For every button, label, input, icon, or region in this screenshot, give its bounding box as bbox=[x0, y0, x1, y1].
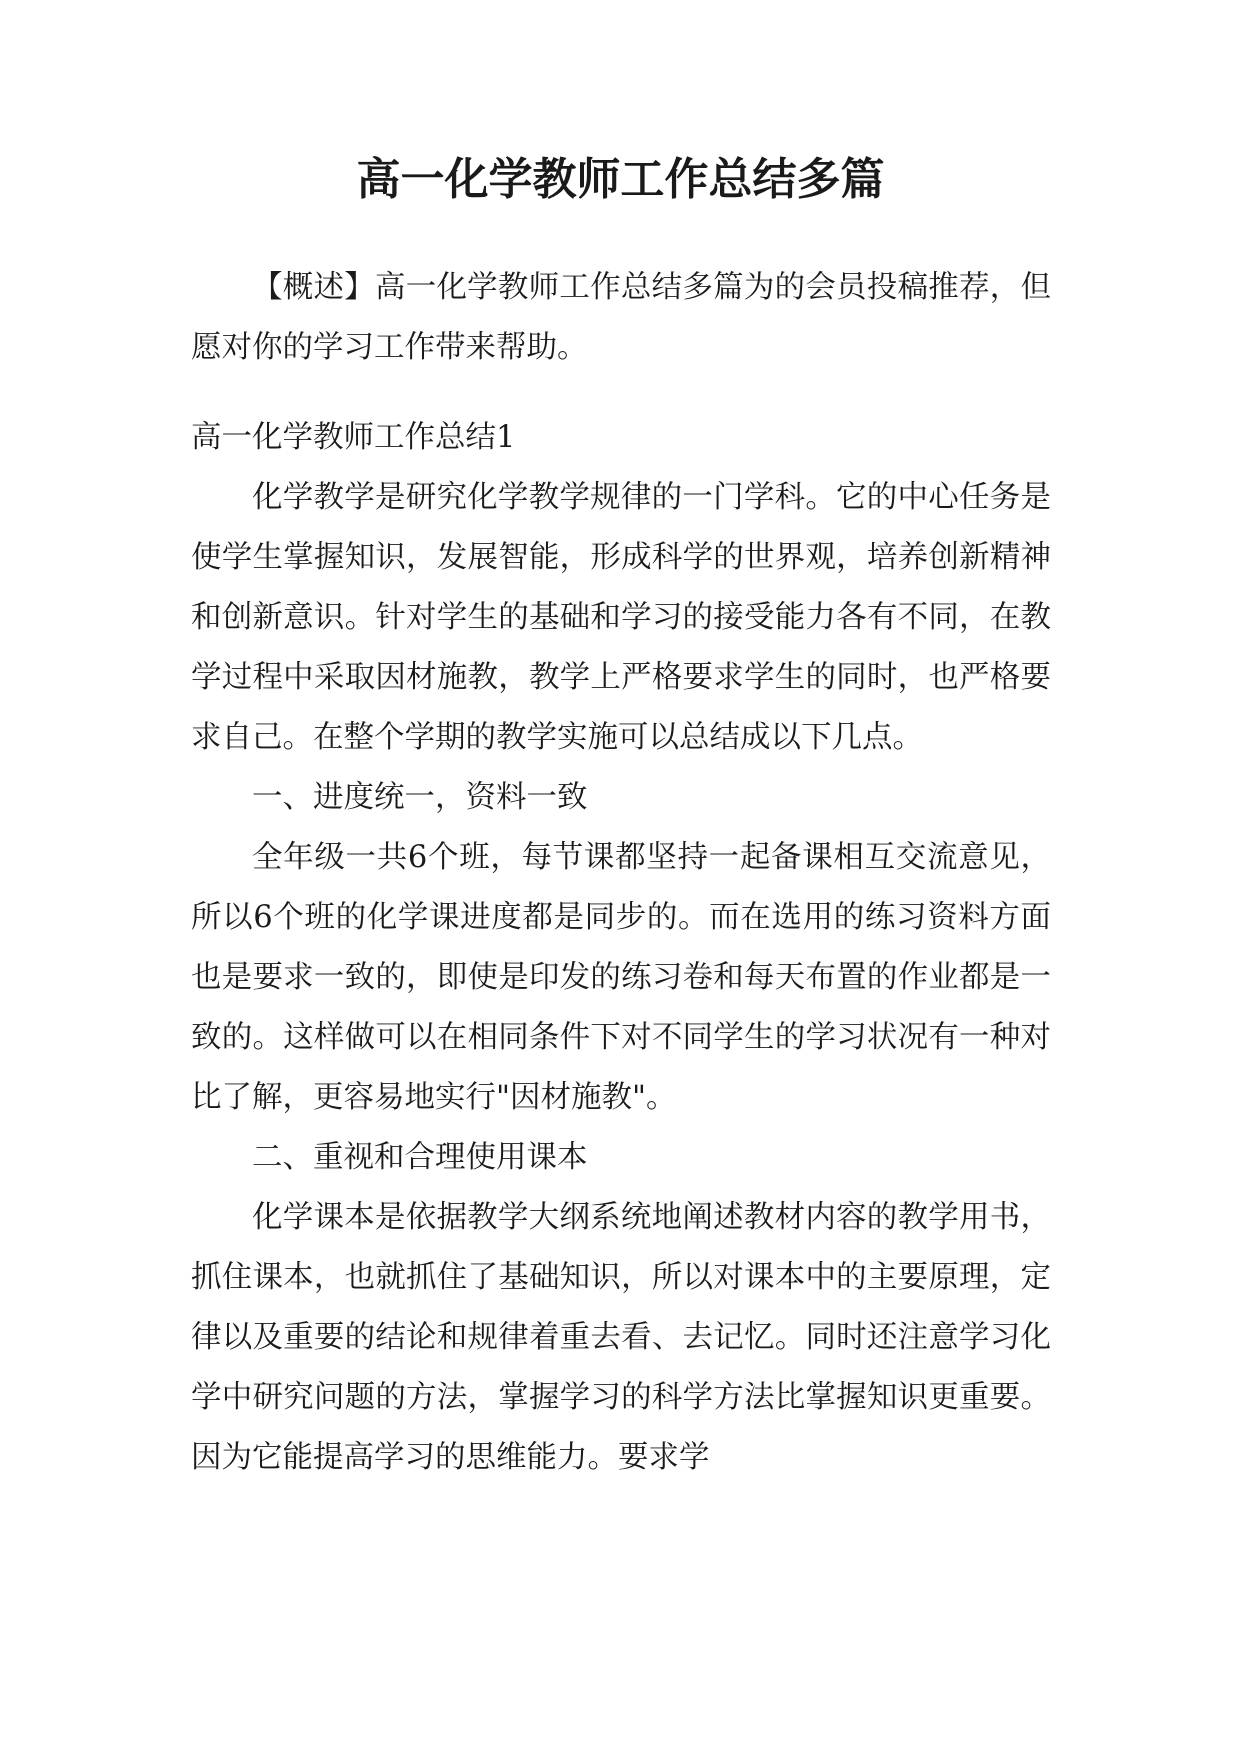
summary-block bbox=[191, 258, 1051, 378]
document-body bbox=[191, 408, 1051, 1488]
subheading-textbook: 二、重视和合理使用课本 bbox=[252, 1140, 588, 1175]
subheading-progress: 一、进度统一，资料一致 bbox=[252, 780, 588, 815]
body-paragraph-intro: 化学教学是研究化学教学规律的一门学科。它的中心任务是使学生掌握知识，发展智能，形成科学的世界观，培养创新精神和创新意识。针对学生的基础和学习的接受能力各有不同，在教学过程中采取因材施教，教学上严格要求学生的同时，也严格要求自己。在整个学期的教学实施可以总结成以下几点。 bbox=[191, 480, 1051, 755]
summary-paragraph: 【概述】高一化学教师工作总结多篇为的会员投稿推荐，但愿对你的学习工作带来帮助。 bbox=[191, 270, 1051, 365]
section-title: 高一化学教师工作总结1 bbox=[191, 420, 516, 455]
document-title: 高一化学教师工作总结多篇 bbox=[356, 154, 885, 205]
body-paragraph-textbook: 化学课本是依据教学大纲系统地阐述教材内容的教学用书，抓住课本，也就抓住了基础知识，所以对课本中的主要原理，定律以及重要的结论和规律着重去看、去记忆。同时还注意学习化学中研究问题的方法，掌握学习的科学方法比掌握知识更重要。因为它能提高学习的思维能力。要求学 bbox=[191, 1200, 1051, 1475]
body-paragraph-progress: 全年级一共6个班，每节课都坚持一起备课相互交流意见，所以6个班的化学课进度都是同步的。而在选用的练习资料方面也是要求一致的，即使是印发的练习卷和每天布置的作业都是一致的。这样做可以在相同条件下对不同学生的学习状况有一种对比了解，更容易地实行"因材施教"。 bbox=[191, 840, 1051, 1115]
